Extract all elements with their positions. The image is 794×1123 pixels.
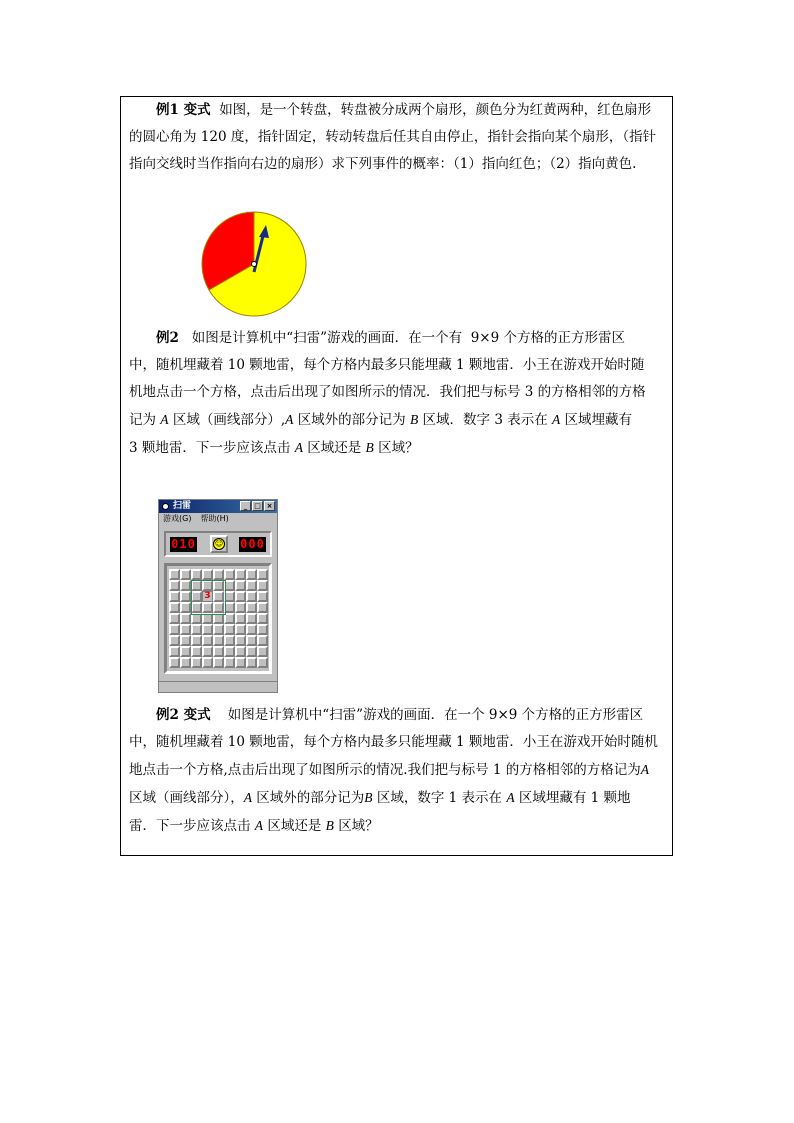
mine-cell[interactable] [191,635,202,646]
example2-label: 例2 [156,330,179,346]
mine-cell[interactable] [202,646,213,657]
menu-help[interactable]: 帮助(H) [200,514,229,523]
mine-cell[interactable] [169,613,180,624]
var-a: A [294,440,303,455]
mine-cell[interactable] [235,591,246,602]
example2-variant-label: 例2 变式 [156,707,211,723]
mine-cell[interactable] [235,613,246,624]
text-segment: 区域埋藏有 [564,412,633,428]
example2-variant-paragraph [129,702,665,840]
mine-cell[interactable] [257,613,268,624]
mine-cell[interactable] [180,613,191,624]
mine-cell[interactable] [224,624,235,635]
mine-cell[interactable] [180,624,191,635]
mine-cell[interactable] [224,635,235,646]
mine-cell[interactable] [191,657,202,668]
mine-cell[interactable] [202,624,213,635]
text-segment: 区域（画线部分）， [129,790,244,806]
text-segment: 区域埋藏有 1 颗地 [518,790,631,806]
mine-cell[interactable] [246,580,257,591]
mine-cell[interactable] [246,613,257,624]
example1-variant-label: 例1 变式 [156,102,211,118]
mine-cell[interactable] [257,657,268,668]
mine-cell[interactable] [180,569,191,580]
mine-cell[interactable] [180,602,191,613]
text-line: 中，随机埋藏着 10 颗地雷，每个方格内最多只能埋藏 1 颗地雷．小王在游戏开始时随 [129,357,645,373]
mine-cell[interactable] [213,569,224,580]
var-a: A [640,762,650,777]
mine-cell[interactable] [213,624,224,635]
mine-cell[interactable] [246,646,257,657]
area-a-outline [191,580,226,615]
close-button[interactable]: × [264,501,275,511]
text-line: 指向交线时当作指向右边的扇形）求下列事件的概率：（1）指向红色；（2）指向黄色. [129,156,637,172]
mine-cell[interactable] [169,602,180,613]
mine-counter: 010 [171,537,196,551]
var-a: A [160,412,169,427]
menu-game[interactable]: 游戏(G) [163,514,192,523]
mine-cell[interactable] [191,646,202,657]
mine-cell[interactable] [246,657,257,668]
var-a: A [506,790,515,805]
mine-cell[interactable] [257,580,268,591]
mine-cell[interactable] [235,602,246,613]
text-segment: 个方格的正方形雷区 [503,330,625,346]
mine-cell[interactable] [169,591,180,602]
mine-cell[interactable] [191,624,202,635]
mine-cell[interactable] [257,646,268,657]
var-a: A [254,818,264,833]
mine-cell[interactable] [169,624,180,635]
minesweeper-window [158,499,278,693]
text-line: 的圆心角为 120 度，指针固定，转动转盘后任其自由停止，指针会指向某个扇形，（指针 [129,129,657,145]
minefield [164,563,272,674]
mine-app-icon [162,503,169,510]
mine-cell[interactable] [246,591,257,602]
mine-cell[interactable] [180,635,191,646]
mine-cell[interactable] [235,635,246,646]
mine-cell[interactable] [202,657,213,668]
text-segment: 区域，数字 1 表示在 [376,790,503,806]
mine-cell[interactable] [257,591,268,602]
spinner-figure [199,210,311,318]
mine-cell[interactable] [202,569,213,580]
text-segment: 区域？ [378,440,419,456]
text-segment: 区域．数字 3 表示在 [422,412,548,428]
mine-cell[interactable] [169,569,180,580]
smiley-button[interactable] [210,535,228,553]
mine-cell[interactable] [180,646,191,657]
mine-cell[interactable] [246,569,257,580]
mine-cell[interactable] [213,646,224,657]
maximize-button[interactable]: □ [252,501,263,511]
mine-cell[interactable] [169,657,180,668]
mine-cell[interactable] [202,635,213,646]
content-box [120,96,673,856]
var-b: B [325,818,334,833]
var-b: B [365,440,374,455]
mine-cell[interactable] [235,646,246,657]
mine-cell[interactable] [257,569,268,580]
var-a: A [552,412,561,427]
text-segment: 3 颗地雷．下一步应该点击 [129,440,291,456]
window-bottom-bar [159,681,277,692]
mine-cell[interactable] [224,569,235,580]
minesweeper-title-bar [159,500,277,513]
mine-cell[interactable] [246,602,257,613]
text-segment: 区域外的部分记为 [297,412,406,428]
text-segment: 9×9 [470,330,500,346]
mine-cell[interactable] [224,646,235,657]
text-segment: 区域（画线部分）, [172,412,286,428]
minesweeper-title: 扫雷 [173,501,192,511]
smiley-face-icon: ☺ [214,539,224,548]
mine-cell[interactable] [180,580,191,591]
minesweeper-status-panel [164,531,272,557]
mine-cell[interactable] [191,569,202,580]
text-segment: 区域外的部分记为 [256,790,365,806]
text-segment: 记为 [129,412,156,428]
timer-display: 000 [240,537,265,551]
text-segment: 区域？ [338,818,379,834]
text-line: 中，随机埋藏着 10 颗地雷，每个方格内最多只能埋藏 1 颗地雷．小王在游戏开始时随机 [129,734,658,750]
mine-cell[interactable] [235,657,246,668]
revealed-cell[interactable]: 3 [202,591,213,602]
var-b: B [409,412,419,427]
minimize-button[interactable]: _ [240,501,251,511]
text-line: 机地点击一个方格，点击后出现了如图所示的情况．我们把与标号 3 的方格相邻的方格 [129,384,646,400]
mine-cell[interactable] [213,657,224,668]
var-b: B [364,790,373,805]
text-segment: 区域还是 [307,440,362,456]
mine-cell[interactable] [246,635,257,646]
text-segment: 区域还是 [267,818,322,834]
text-line: 如图，是一个转盘，转盘被分成两个扇形，颜色分为红黄两种，红色扇形 [219,102,652,118]
text-segment: 如图是计算机中“扫雷”游戏的画面．在一个 9×9 个方格的正方形雷区 [227,707,644,723]
mine-cell[interactable] [169,635,180,646]
mine-cell[interactable] [257,624,268,635]
mine-cell[interactable] [169,580,180,591]
mine-cell[interactable] [235,569,246,580]
var-a: A [285,412,294,427]
text-segment: 雷．下一步应该点击 [129,818,251,834]
mine-cell[interactable] [246,624,257,635]
mine-cell[interactable] [257,635,268,646]
mine-cell[interactable] [235,624,246,635]
var-a: A [243,790,252,805]
mine-cell[interactable] [224,657,235,668]
mine-cell[interactable] [213,635,224,646]
mine-cell[interactable] [257,602,268,613]
spinner-pivot [252,262,257,267]
mine-cell[interactable] [180,657,191,668]
text-segment: 地点击一个方格,点击后出现了如图所示的情况.我们把与标号 1 的方格相邻的方格记为 [129,762,641,778]
example1-variant-paragraph [129,97,665,178]
mine-cell[interactable] [180,591,191,602]
minesweeper-menu-bar [159,513,277,525]
text-segment: 如图是计算机中“扫雷”游戏的画面．在一个有 [191,330,463,346]
mine-cell[interactable] [235,580,246,591]
mine-cell[interactable] [169,646,180,657]
example2-paragraph [129,325,665,462]
